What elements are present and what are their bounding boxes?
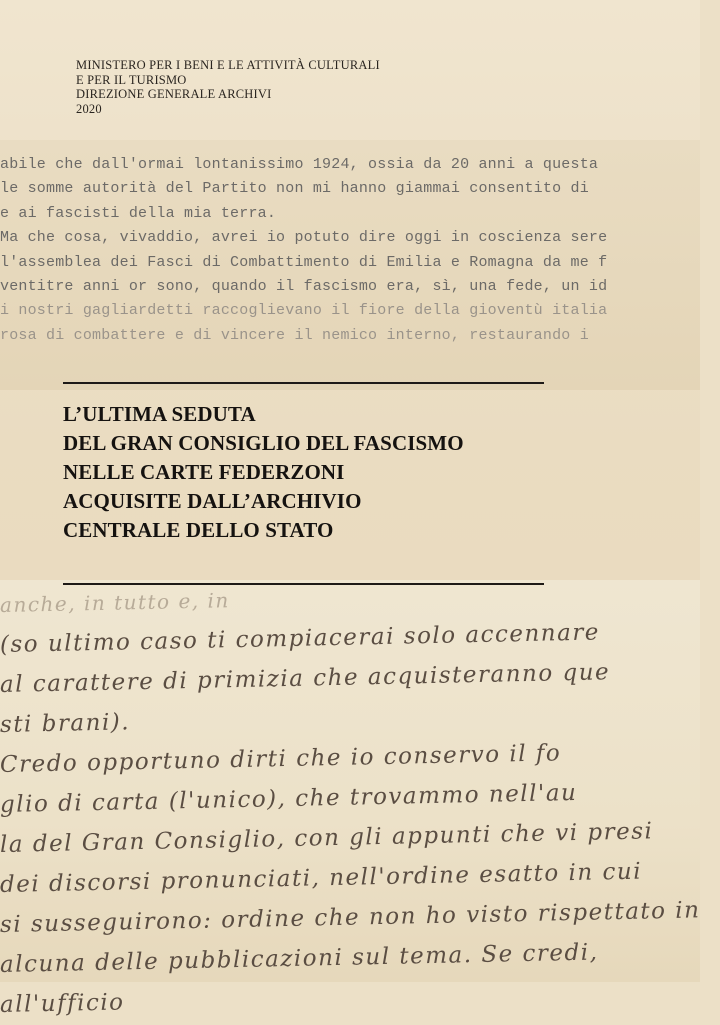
publisher-header xyxy=(76,58,496,116)
publication-year: 2020 xyxy=(76,101,102,116)
handwriting-line: all'ufficio xyxy=(0,989,125,1018)
ministry-line: E PER IL TURISMO xyxy=(76,72,187,87)
title-line: DEL GRAN CONSIGLIO DEL FASCISMO xyxy=(63,431,464,455)
typescript-line: l'assemblea dei Fasci di Combattimento di Emilia e Romagna da me f xyxy=(0,253,608,271)
handwriting-line: sti brani). xyxy=(0,709,131,738)
document-title xyxy=(63,400,623,545)
handwriting-line: glio di carta (l'unico), che trovammo nell'au xyxy=(0,779,578,818)
directorate-line: DIREZIONE GENERALE ARCHIVI xyxy=(76,87,272,101)
title-line: NELLE CARTE FEDERZONI xyxy=(63,460,345,484)
typescript-line: Ma che cosa, vivaddio, avrei io potuto dire oggi in coscienza sere xyxy=(0,229,608,247)
title-line: ACQUISITE DALL’ARCHIVIO xyxy=(63,489,362,513)
handwriting-line: al carattere di primizia che acquisteranno que xyxy=(0,659,611,698)
typescript-line: i nostri gagliardetti raccoglievano il fiore della gioventù italia xyxy=(0,302,608,320)
ministry-line: MINISTERO PER I BENI E LE ATTIVITÀ CULTURALI xyxy=(76,58,380,72)
handwriting-line: (so ultimo caso ti compiacerai solo accennare xyxy=(0,619,601,658)
handwriting-line: si susseguirono: ordine che non ho visto rispettato in xyxy=(0,897,701,938)
typescript-line: rosa di combattere e di vincere il nemico interno, restaurando i xyxy=(0,326,589,344)
title-bottom-rule xyxy=(63,583,544,585)
title-top-rule xyxy=(63,382,544,384)
title-line: CENTRALE DELLO STATO xyxy=(63,518,334,542)
handwriting-line: alcuna delle pubblicazioni sul tema. Se credi, xyxy=(0,939,599,978)
typescript-line: e ai fascisti della mia terra. xyxy=(0,204,277,222)
typescript-line: ventitre anni or sono, quando il fascismo era, sì, una fede, un id xyxy=(0,278,608,296)
title-line: L’ULTIMA SEDUTA xyxy=(63,402,256,426)
handwriting-line: dei discorsi pronunciati, nell'ordine esatto in cui xyxy=(0,858,643,898)
typescript-line: abile che dall'ormai lontanissimo 1924, ossia da 20 anni a questa xyxy=(0,156,599,173)
handwriting-line: anche, in tutto e, in xyxy=(0,588,230,617)
background-handwriting xyxy=(0,585,720,1025)
handwriting-line: la del Gran Consiglio, con gli appunti che vi presi xyxy=(0,818,654,858)
handwriting-line: Credo opportuno dirti che io conservo il fo xyxy=(0,740,562,778)
typescript-line: le somme autorità del Partito non mi hanno giammai consentito di xyxy=(0,180,589,198)
background-typescript xyxy=(0,153,720,348)
